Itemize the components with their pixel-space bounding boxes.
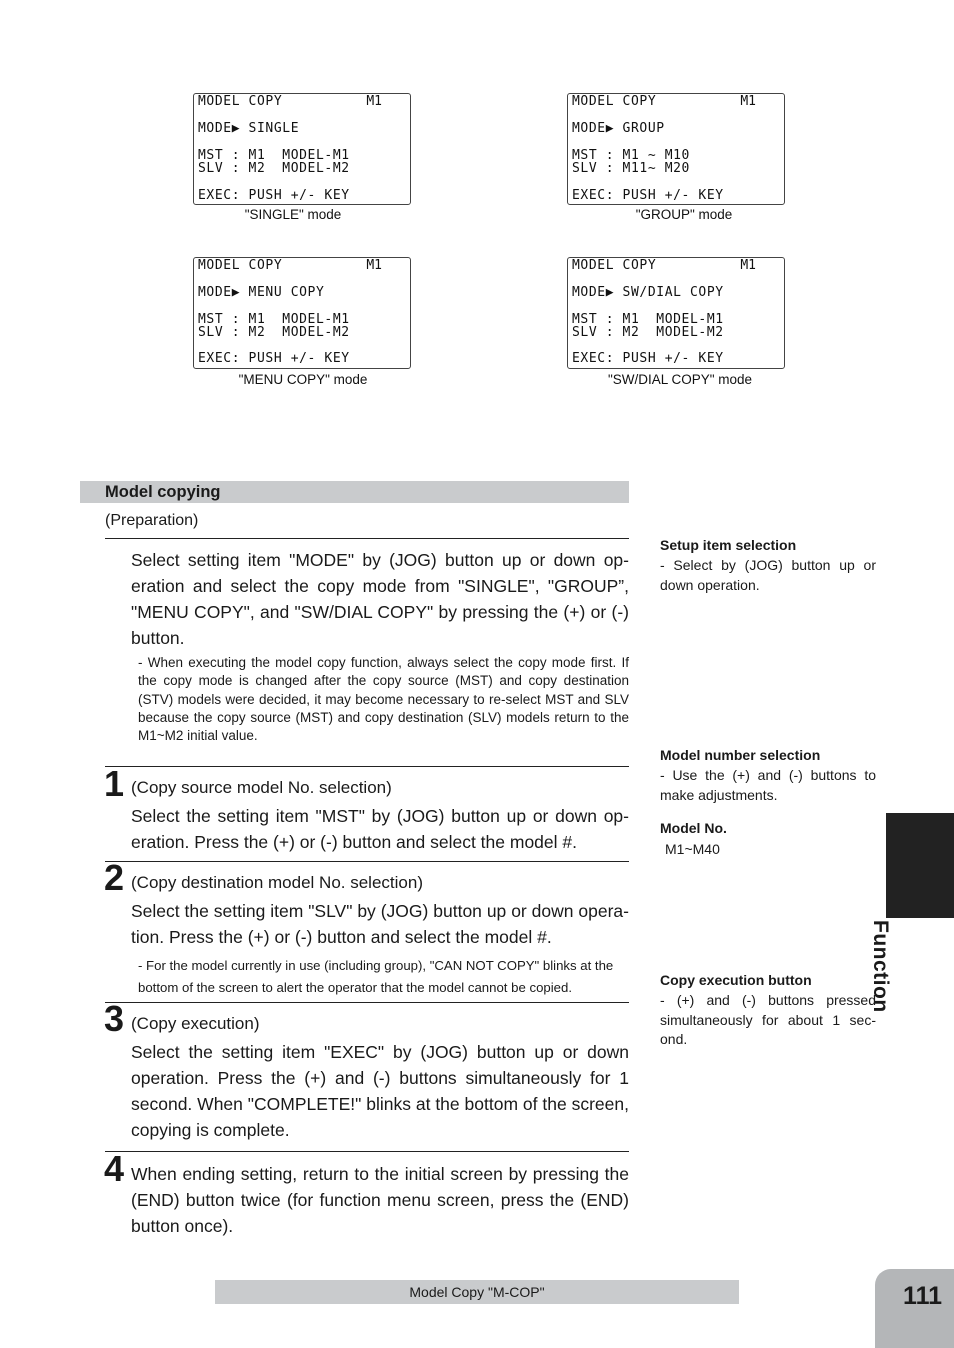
lcd-mst-line: MST : M1 MODEL-M1	[572, 312, 724, 327]
lcd-screen-group	[567, 93, 785, 205]
lcd-model-number: M1	[366, 258, 382, 273]
preparation-note: - When executing the model copy function, always select the copy mode first. If the copy mode is changed after the copy source (MST) and copy destination (STV) models were decided, it may become necessary to re-select MST and SLV because the copy source (MST) and copy destination (SLV) models return to the M1~M2 initial value.	[138, 655, 629, 744]
sidebar-model-number-heading: Model number selection	[660, 747, 821, 763]
step-number: 2	[104, 857, 125, 898]
step-number: 1	[104, 763, 125, 804]
page-number-tab	[875, 1269, 954, 1348]
lcd-exec-line: EXEC: PUSH +/- KEY	[198, 351, 350, 366]
lcd-mode-line: MODE▶ SW/DIAL COPY	[572, 285, 724, 300]
lcd-mode-line: MODE▶ MENU COPY	[198, 285, 325, 300]
preparation-label: (Preparation)	[105, 512, 199, 529]
lcd-model-number: M1	[740, 258, 756, 273]
step-note: - For the model currently in use (including group), "CAN NOT COPY" blinks at the bottom of the screen to alert the operator that the model cannot be copied.	[138, 958, 614, 995]
lcd-slv-line: SLV : M11~ M20	[572, 161, 690, 176]
step-number: 3	[104, 998, 125, 1039]
lcd-screen-sw-dial-copy	[567, 257, 785, 369]
lcd-exec-line: EXEC: PUSH +/- KEY	[198, 188, 350, 203]
step-text-4	[131, 1161, 629, 1239]
lcd-exec-line: EXEC: PUSH +/- KEY	[572, 351, 724, 366]
lcd-mst-line: MST : M1 ~ M10	[572, 148, 690, 163]
chapter-tab-text: Function	[869, 920, 892, 1013]
lcd-model-number: M1	[740, 94, 756, 109]
step-subtitle: (Copy source model No. selection)	[131, 778, 392, 797]
divider	[105, 766, 629, 767]
lcd-slv-line: SLV : M2 MODEL-M2	[198, 325, 350, 340]
step-subtitle: (Copy destination model No. selection)	[131, 873, 423, 892]
lcd-caption: "MENU COPY" mode	[238, 372, 368, 387]
step-subtitle: (Copy execution)	[131, 1014, 260, 1033]
divider	[105, 1002, 629, 1003]
step-number: 4	[104, 1148, 125, 1189]
step-text: Select the setting item "SLV" by (JOG) button up or down opera-tion. Press the (+) or (-) button and select the model #.	[131, 901, 629, 947]
sidebar-copy-exec-heading: Copy execution button	[660, 972, 812, 988]
chapter-tab-label	[869, 920, 912, 1020]
divider	[105, 1151, 629, 1152]
step-text: Select the setting item "EXEC" by (JOG) button up or down operation. Press the (+) and (-) buttons simultaneously for 1 second. When "COMPLETE!" blinks at the bottom of the screen, copying is complete.	[131, 1042, 629, 1140]
sidebar-model-no-value: M1~M40	[665, 841, 720, 857]
lcd-title: MODEL COPY	[572, 94, 657, 109]
section-title: Model copying	[105, 483, 221, 501]
section-header	[80, 481, 629, 503]
sidebar-model-number-text: - Use the (+) and (-) buttons to make adjustments.	[660, 767, 876, 803]
preparation-text: Select setting item "MODE" by (JOG) button up or down op-eration and select the copy mode from "SINGLE", "GROUP”, "MENU COPY", and "SW/DIAL COPY" by pressing the (+) or (-) button.	[131, 550, 629, 648]
sidebar-setup-heading: Setup item selection	[660, 537, 797, 553]
lcd-title: MODEL COPY	[198, 94, 283, 109]
lcd-screen-menu-copy	[193, 257, 411, 369]
lcd-mst-line: MST : M1 MODEL-M1	[198, 148, 350, 163]
lcd-mst-line: MST : M1 MODEL-M1	[198, 312, 350, 327]
step-text: Select the setting item "MST" by (JOG) button up or down op-eration. Press the (+) or (-) button and select the model #.	[131, 806, 629, 852]
divider	[105, 538, 629, 539]
footer-bar	[215, 1280, 739, 1304]
chapter-tab-marker	[886, 813, 954, 918]
sidebar-model-no-heading: Model No.	[660, 820, 727, 836]
lcd-title: MODEL COPY	[198, 258, 283, 273]
lcd-title: MODEL COPY	[572, 258, 657, 273]
lcd-exec-line: EXEC: PUSH +/- KEY	[572, 188, 724, 203]
page-number: 111	[903, 1282, 942, 1310]
lcd-mode-line: MODE▶ SINGLE	[198, 121, 300, 136]
sidebar-copy-exec-text: - (+) and (-) buttons pressed simultaneously for about 1 sec-ond.	[660, 992, 876, 1047]
sidebar-setup-text: - Select by (JOG) button up or down operation.	[660, 557, 876, 593]
lcd-mode-line: MODE▶ GROUP	[572, 121, 665, 136]
divider	[105, 861, 629, 862]
lcd-screen-single	[193, 93, 411, 205]
lcd-slv-line: SLV : M2 MODEL-M2	[572, 325, 724, 340]
lcd-slv-line: SLV : M2 MODEL-M2	[198, 161, 350, 176]
lcd-model-number: M1	[366, 94, 382, 109]
footer-text: Model Copy "M-COP"	[409, 1284, 545, 1300]
lcd-caption: "GROUP" mode	[635, 207, 733, 222]
lcd-caption: "SINGLE" mode	[244, 207, 342, 222]
step-text: When ending setting, return to the initial screen by pressing the (END) button twice (for function menu screen, press the (END) button once).	[131, 1164, 629, 1236]
lcd-caption: "SW/DIAL COPY" mode	[607, 372, 753, 387]
